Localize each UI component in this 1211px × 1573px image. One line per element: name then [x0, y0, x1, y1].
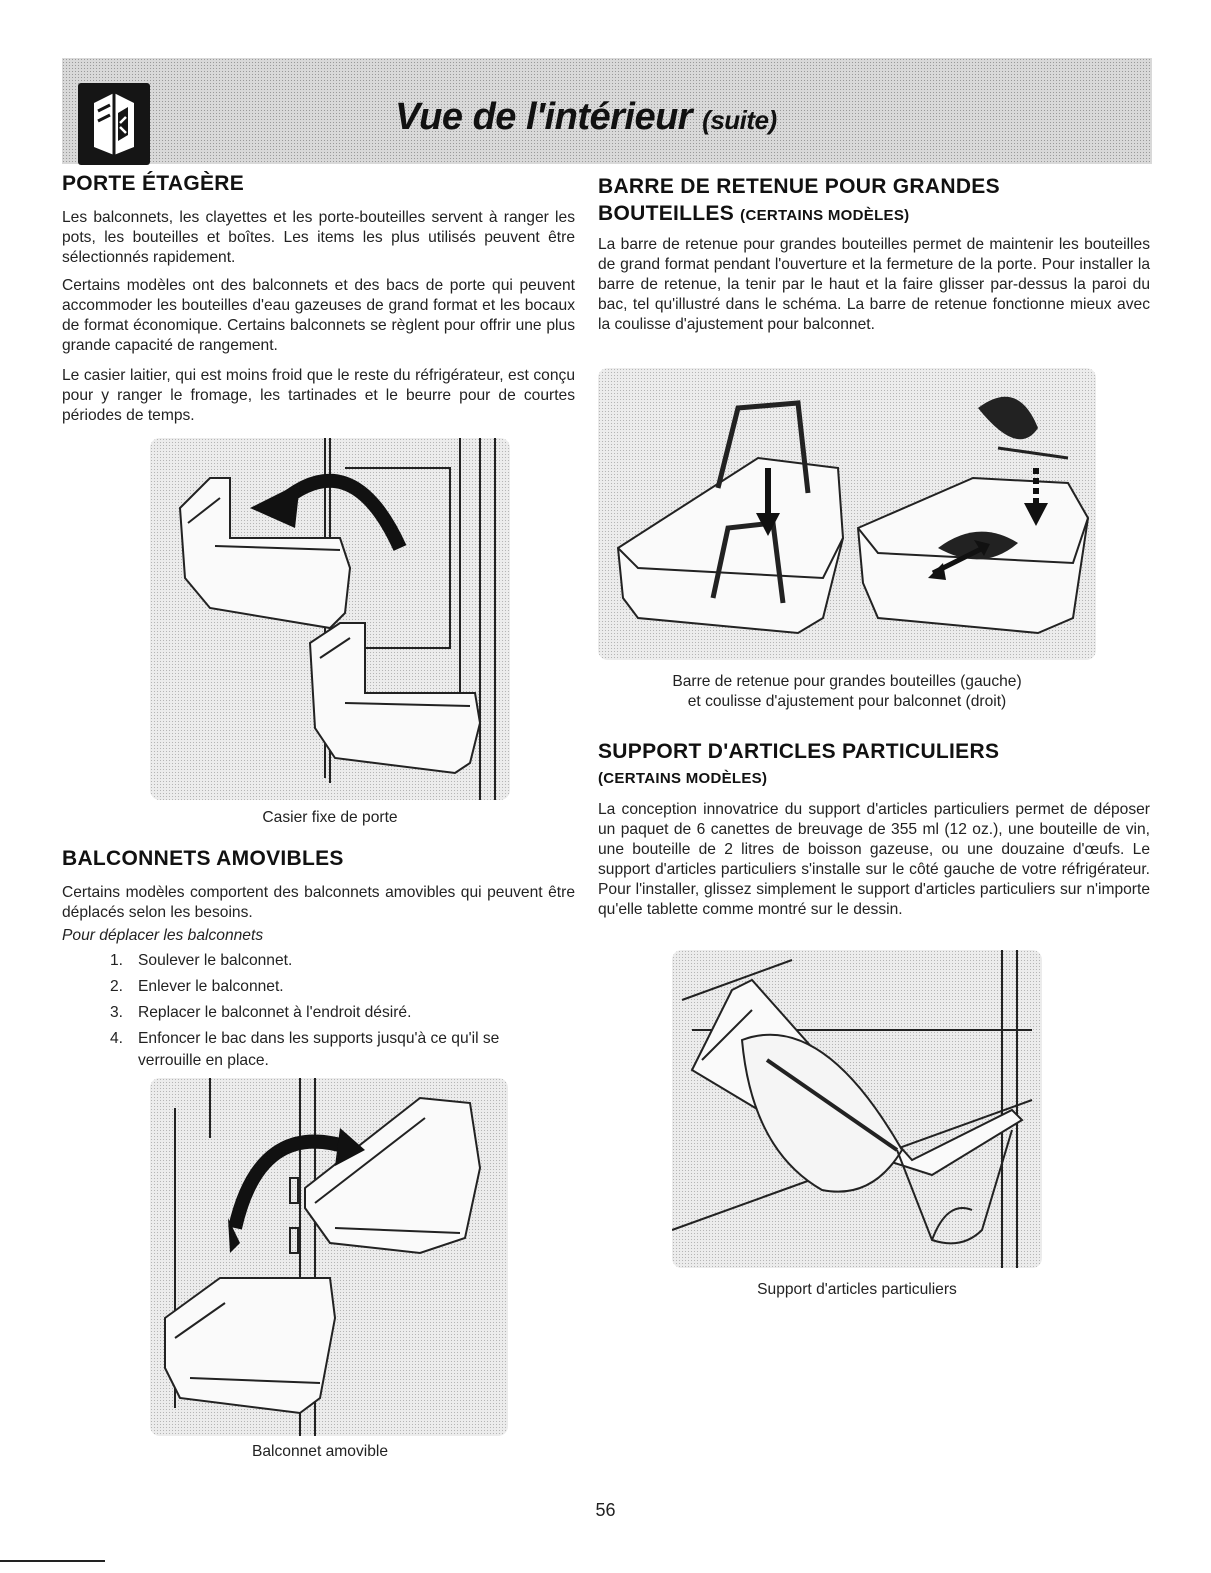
paragraph: Le casier laitier, qui est moins froid que le reste du réfrigérateur, est conçu pour y ranger le fromage, les tartinades et le beurre pour de courtes périodes de temps.	[62, 367, 575, 424]
list-item: verrouille en place.	[138, 1052, 269, 1069]
refrigerator-logo-icon	[78, 83, 150, 165]
figure-special-item-holder	[672, 950, 1042, 1268]
paragraph: La conception innovatrice du support d'articles particuliers permet de déposer un paquet de 6 canettes de breuvage de 355 ml (12 oz.), une bouteille de vin, une bouteille de 2 litres de boisson gazeuse, ou une douzaine d'œufs. Le support d'articles particuliers s'installe sur le côté gauche de votre réfrigérateur. Pour l'installer, glissez simplement le support d'articles particuliers sur n'importe qu'elle tablette comme montré sur le dessin.	[598, 801, 1150, 918]
heading-balconnets: BALCONNETS AMOVIBLES	[62, 847, 344, 870]
figure-caption: Balconnet amovible	[251, 1443, 389, 1460]
subheading: Pour déplacer les balconnets	[62, 927, 264, 944]
steps-list	[110, 950, 570, 1072]
language-tab	[26, 1240, 62, 1420]
paragraph: Certains modèles ont des balconnets et des bacs de porte qui peuvent accommoder les bouteilles d'eau gazeuses de grand format et les bocaux de format économique. Certains balconnets se règlent pour offrir une plus grande capacité de rangement.	[62, 277, 575, 354]
figure-bottle-bar-and-slide	[598, 368, 1096, 660]
figure-fixed-door-bin	[150, 438, 510, 800]
list-item: 3. Replacer le balconnet à l'endroit désiré.	[110, 1004, 412, 1021]
figure-removable-bin	[150, 1078, 508, 1436]
paragraph: La barre de retenue pour grandes bouteilles permet de maintenir les bouteilles de grand format pendant l'ouverture et la fermeture de la porte. Pour installer la barre de retenue, la tenir par le haut et la faire glisser par-dessus la paroi du bac, tel qu'illustré dans le schéma. La barre de retenue fonctionne mieux avec la coulisse d'ajustement pour balconnet.	[598, 236, 1150, 333]
heading-barre-line1: BARRE DE RETENUE POUR GRANDES	[598, 175, 1000, 198]
paragraph: Certains modèles comportent des balconnets amovibles qui peuvent être déplacés selon les besoins.	[62, 884, 575, 921]
paragraph: Les balconnets, les clayettes et les porte-bouteilles servent à ranger les pots, les bouteilles et boîtes. Les items les plus utilisés peuvent être sélectionnés rapidement.	[62, 209, 575, 266]
heading-support: SUPPORT D'ARTICLES PARTICULIERS	[598, 740, 1000, 763]
figure-caption: Support d'articles particuliers	[757, 1281, 957, 1298]
figure-caption-line2: et coulisse d'ajustement pour balconnet (droit)	[687, 693, 1007, 710]
heading-porte-etagere: PORTE ÉTAGÈRE	[62, 172, 245, 195]
footer-rule	[0, 1560, 105, 1562]
heading-barre-line2: BOUTEILLES (CERTAINS MODÈLES)	[598, 202, 910, 225]
heading-support-note: (CERTAINS MODÈLES)	[598, 770, 768, 787]
figure-caption-line1: Barre de retenue pour grandes bouteilles (gauche)	[672, 673, 1022, 690]
list-item: 1. Soulever le balconnet.	[110, 952, 293, 969]
page-number: 56	[595, 1500, 616, 1520]
list-item: 4. Enfoncer le bac dans les supports jusqu'à ce qu'il se	[110, 1030, 500, 1047]
list-item: 2. Enlever le balconnet.	[110, 978, 284, 995]
page-title: Vue de l'intérieur (suite)	[395, 96, 777, 138]
figure-caption: Casier fixe de porte	[262, 809, 398, 826]
